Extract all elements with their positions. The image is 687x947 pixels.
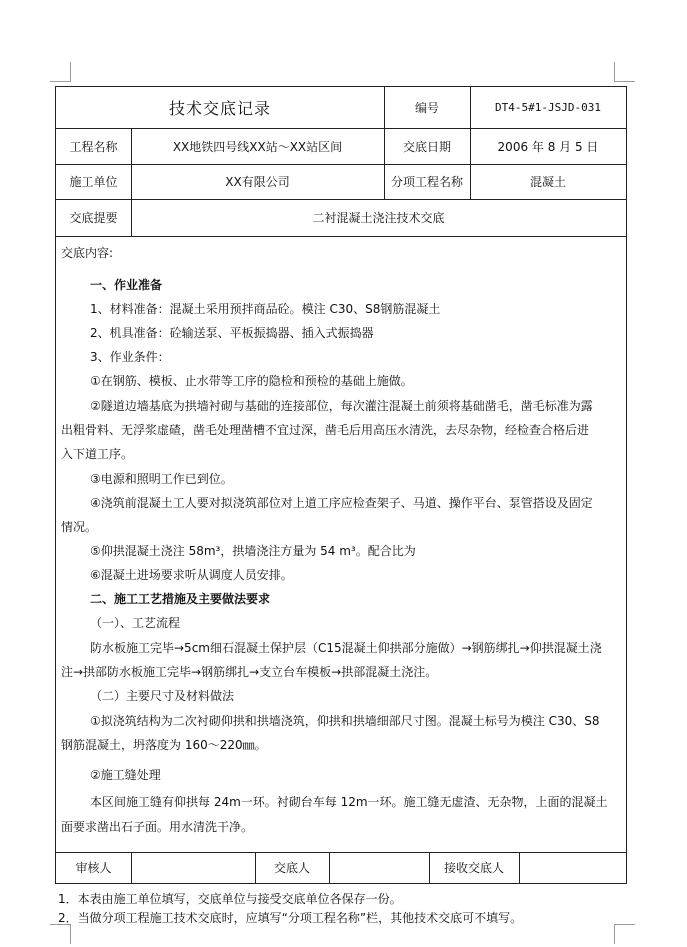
crop-mark — [614, 924, 635, 925]
content-line: 钢筋混凝土，坍落度为 160～220㎜。 — [61, 738, 267, 752]
content-line: 二、施工工艺措施及主要做法要求 — [90, 592, 271, 606]
discloser-label: 交底人 — [273, 861, 310, 875]
content-line: 注→拱部防水板施工完毕→钢筋绑扎→支立台车模板→拱部混凝土浇注。 — [61, 665, 438, 679]
crop-mark — [70, 924, 71, 944]
project-name-value: XX地铁四号线XX站～XX站区间 — [172, 139, 343, 154]
content-line: （一）、工艺流程 — [90, 616, 181, 630]
reviewer-label: 审核人 — [75, 861, 112, 875]
crop-mark — [70, 62, 71, 82]
content-line: 情况。 — [61, 520, 98, 534]
receiver-label: 接收交底人 — [443, 861, 504, 875]
crop-mark — [614, 62, 615, 82]
footnote: 1．本表由施工单位填写，交底单位与接受交底单位各保存一份。 — [58, 892, 402, 906]
row-divider — [56, 236, 626, 237]
content-line: 入下道工序。 — [61, 447, 134, 461]
date-value: 2006 年 8 月 5 日 — [497, 139, 599, 154]
content-line: 本区间施工缝有仰拱每 24m一环。衬砌台车每 12m一环。施工缝无虚渣、无杂物，上面的混凝土 — [90, 795, 608, 809]
unit-label: 施工单位 — [69, 175, 118, 189]
discloser-value[interactable] — [329, 852, 429, 883]
content-line: ①在钢筋、模板、止水带等工序的隐检和预检的基础上施做。 — [90, 374, 413, 388]
unit-value: XX有限公司 — [225, 175, 290, 189]
crop-mark — [614, 81, 635, 82]
summary-value: 二衬混凝土浇注技术交底 — [312, 211, 445, 225]
content-line: 一、作业准备 — [90, 278, 163, 292]
sub-project-label: 分项工程名称 — [390, 175, 463, 189]
content-line: 防水板施工完毕→5cm细石混凝土保护层（C15混凝土仰拱部分施做）→钢筋绑扎→仰拱混凝土浇 — [90, 641, 602, 655]
content-line: ⑤仰拱混凝土浇注 58m³，拱墙浇注方量为 54 m³。配合比为 — [90, 544, 416, 558]
form-title: 技术交底记录 — [168, 99, 271, 118]
reviewer-value[interactable] — [131, 852, 255, 883]
code-label: 编号 — [414, 101, 439, 115]
content-line: 1、材料准备：混凝土采用预拌商品砼。模注 C30、S8钢筋混凝土 — [90, 302, 441, 316]
content-line: 面要求凿出石子面。用水清洗干净。 — [61, 820, 254, 834]
content-line: ③电源和照明工作已到位。 — [90, 472, 233, 486]
disclosure-record-table — [55, 86, 627, 884]
date-label: 交底日期 — [402, 139, 451, 154]
summary-label: 交底提要 — [69, 211, 118, 225]
content-line: （二）主要尺寸及材料做法 — [90, 689, 235, 703]
content-label: 交底内容: — [61, 246, 114, 260]
footnote: 2．当做分项工程施工技术交底时，应填写“分项工程名称”栏，其他技术交底可不填写。 — [58, 911, 523, 925]
crop-mark — [50, 81, 71, 82]
content-line: 出粗骨料、无浮浆虚碴，凿毛处理凿槽不宜过深，凿毛后用高压水清洗，去尽杂物，经检查合格后进 — [61, 423, 590, 437]
sub-project-value: 混凝土 — [529, 175, 566, 189]
content-line: ②施工缝处理 — [90, 768, 161, 782]
content-line: 3、作业条件： — [90, 350, 170, 364]
project-name-label: 工程名称 — [69, 139, 118, 154]
content-line: ②隧道边墙基底为拱墙衬砌与基础的连接部位，每次灌注混凝土前须将基础凿毛，凿毛标准为露 — [90, 399, 593, 413]
content-line: 2、机具准备：砼输送泵、平板振捣器、插入式振捣器 — [90, 326, 374, 340]
content-line: ①拟浇筑结构为二次衬砌仰拱和拱墙浇筑，仰拱和拱墙细部尺寸图。混凝土标号为模注 C30、S8 — [90, 714, 600, 728]
code-value: DT4-5#1-JSJD-031 — [495, 101, 601, 114]
crop-mark — [614, 924, 615, 944]
content-line: ⑥混凝土进场要求听从调度人员安排。 — [90, 568, 293, 582]
content-line: ④浇筑前混凝土工人要对拟浇筑部位对上道工序应检查架子、马道、操作平台、泵管搭设及固定 — [90, 496, 593, 510]
receiver-value[interactable] — [519, 852, 626, 883]
